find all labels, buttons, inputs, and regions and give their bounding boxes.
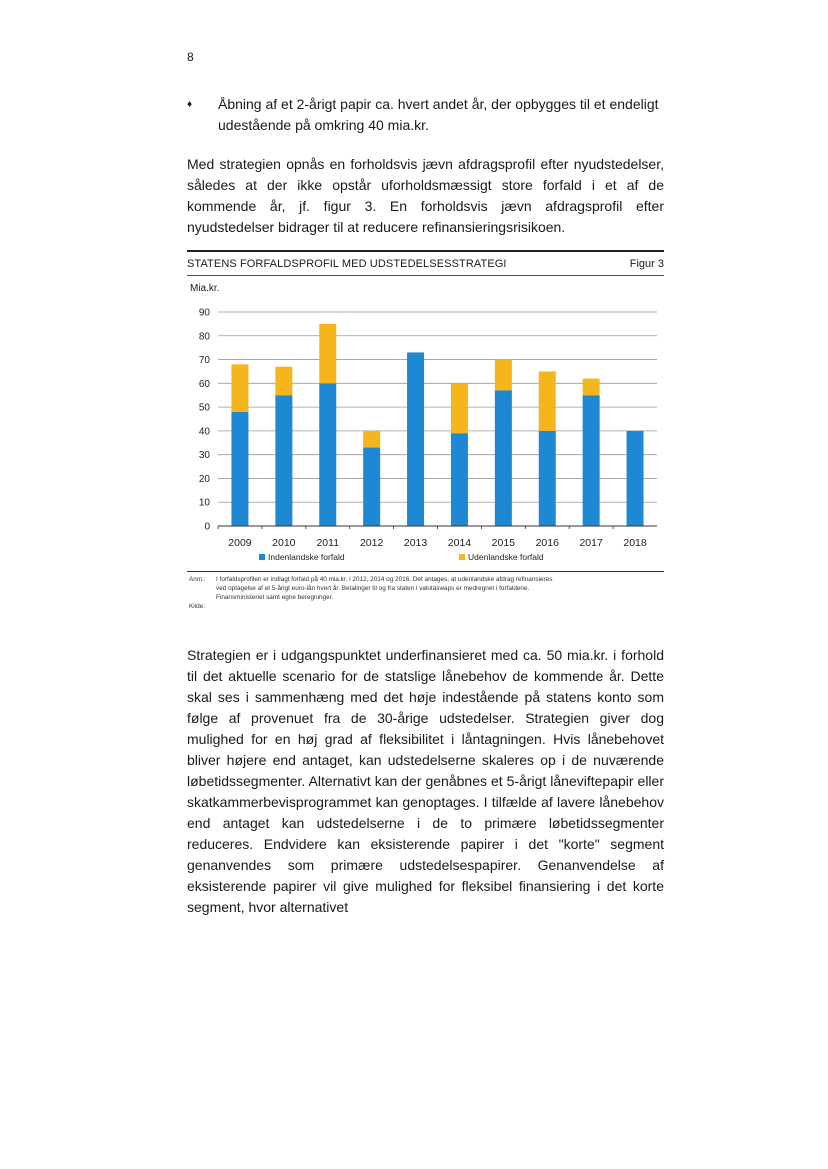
y-tick-label: 10 [198, 497, 210, 509]
y-tick-label: 30 [198, 450, 210, 462]
bar-foreign [583, 379, 600, 396]
y-tick-label: 80 [198, 331, 210, 343]
figure-top-rule [187, 250, 664, 252]
note-line-2: ved optagelse af et 5-årigt euro-lån hvert år. Betalinger til og fra staten i valutaswaps er medregnet i forfaldene. [216, 585, 530, 592]
y-tick-label: 40 [198, 426, 210, 438]
bar-domestic [319, 383, 336, 526]
bar-domestic [495, 390, 512, 526]
paragraph-1: Med strategien opnås en forholdsvis jævn afdragsprofil efter nyudstedelser, således at der ikke opstår uforholdsmæssigt store forfald i et af de kommende år, jf. figur 3. En forholdsvis jævn afdragsprofil efter nyudstedelser bidrager til at reducere refinansieringsrisikoen. [187, 156, 664, 235]
y-tick-label: 20 [198, 473, 210, 485]
stacked-bar-chart [187, 300, 667, 570]
legend-label: Udenlandske forfald [468, 552, 544, 562]
y-tick-label: 90 [198, 307, 210, 319]
bar-domestic [407, 352, 424, 526]
bar-foreign [275, 367, 292, 396]
x-tick-label: 2013 [403, 537, 428, 549]
bar-foreign [231, 364, 248, 412]
x-tick-label: 2009 [228, 537, 252, 549]
source-label: Kilde: [189, 603, 205, 610]
bar-domestic [539, 431, 556, 526]
y-tick-label: 0 [204, 521, 210, 533]
bar-foreign [539, 371, 556, 430]
x-tick-label: 2011 [316, 537, 340, 549]
legend-label: Indenlandske forfald [268, 552, 345, 562]
x-tick-label: 2017 [579, 537, 603, 549]
x-tick-label: 2014 [447, 537, 472, 549]
y-tick-label: 60 [198, 378, 210, 390]
x-tick-label: 2015 [491, 537, 516, 549]
x-tick-label: 2018 [623, 537, 647, 549]
y-tick-label: 50 [198, 402, 210, 414]
x-tick-label: 2016 [535, 537, 559, 549]
bar-foreign [363, 431, 380, 448]
legend-swatch-domestic [259, 554, 265, 560]
note-line-1: I forfaldsprofilen er indlagt forfald på 40 mia.kr. i 2012, 2014 og 2016. Det antages, at udenlandske afdrag refinansieres [216, 576, 553, 583]
bar-domestic [583, 395, 600, 526]
bar-foreign [451, 383, 468, 433]
bullet-item [187, 94, 667, 136]
page-number: 8 [187, 50, 194, 64]
bar-domestic [627, 431, 644, 526]
figure-label: Figur 3 [629, 258, 664, 270]
bar-domestic [275, 395, 292, 526]
figure-bottom-rule [187, 571, 664, 572]
paragraph-2: Strategien er i udgangspunktet underfinansieret med ca. 50 mia.kr. i forhold til det aktuelle scenario for de statslige lånebehov de kommende år. Dette skal ses i sammenhæng med det høje indestående på statens konto som følge af provenuet fra de 30-årige udstedelser. Strategien giver dog mulighed for en høj grad af fleksibilitet i låntagningen. Hvis lånebehovet bliver højere end antaget, kan udstedelserne skaleres op i de nuværende løbetidssegmenter. Alternativt kan der genåbnes et 5-årigt låneviftepapir eller skatkammerbevisprogrammet kan genoptages. I tilfælde af lavere lånebehov end antaget kan udstedelserne i de to primære løbetidssegmenter reduceres. Endvidere kan eksisterende papirer i det "korte" segment genanvendes som primære udstedelsespapirer. Genanvendelse af eksisterende papirer vil give mulighed for fleksibel finansiering i det korte segment, hvor alternativet [187, 647, 664, 915]
bar-foreign [319, 324, 336, 383]
y-tick-label: 70 [198, 355, 210, 367]
figure-title: STATENS FORFALDSPROFIL MED UDSTEDELSESSTRATEGI [187, 258, 507, 270]
figure-note [189, 575, 669, 611]
bar-domestic [451, 433, 468, 526]
x-tick-label: 2012 [359, 537, 384, 549]
source-line: Finansministeriet samt egne beregninger. [216, 594, 334, 601]
bullet-text: Åbning af et 2-årigt papir ca. hvert andet år, der opbygges til et endeligt udestående på omkring 40 mia.kr. [218, 96, 659, 133]
y-axis-unit: Mia.kr. [190, 283, 220, 294]
bar-foreign [495, 360, 512, 391]
legend-swatch-foreign [459, 554, 465, 560]
bar-domestic [231, 412, 248, 526]
bar-domestic [363, 448, 380, 526]
diamond-bullet-icon: ♦ [187, 99, 193, 110]
figure-title-rule [187, 275, 664, 276]
x-tick-label: 2010 [272, 537, 296, 549]
note-label: Anm.: [189, 576, 206, 583]
